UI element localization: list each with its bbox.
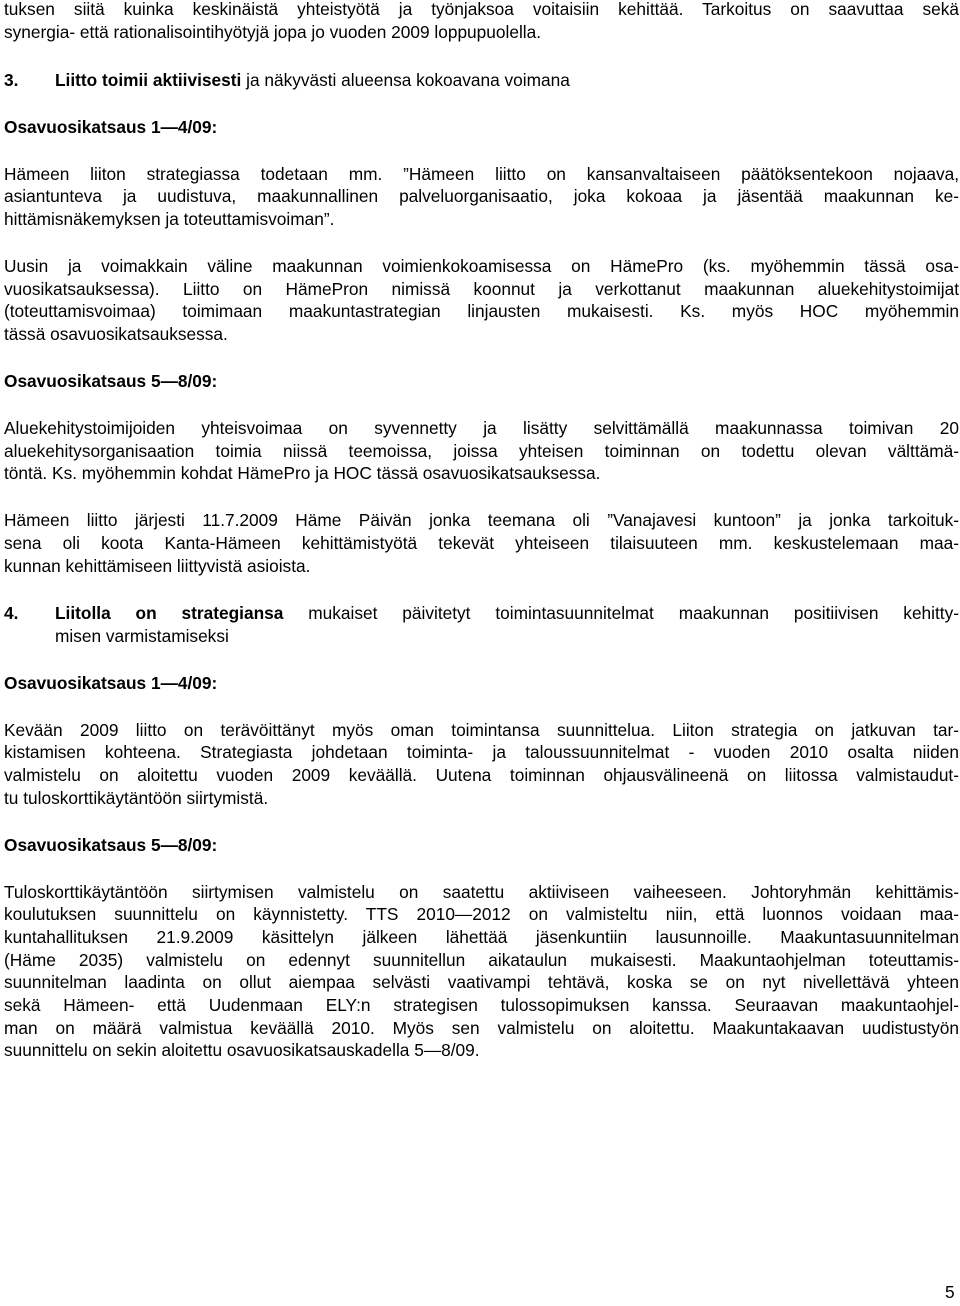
intro-line: tuksen siitä kuinka keskinäistä yhteistyötä ja työnjaksoa voitaisiin kehittää. Tarkoitus on saavuttaa sekä bbox=[4, 0, 959, 19]
paragraph-line: Kevään 2009 liitto on terävöittänyt myös oman toimintansa suunnittelua. Liiton strategia on jatkuvan tar- bbox=[4, 720, 959, 740]
paragraph-line: suunnitelman laadinta on ollut aiempaa selvästi vaativampi tehtävä, koska se on nyt nivellettävä yhteen bbox=[4, 972, 959, 992]
page-number: 5 bbox=[945, 1282, 955, 1302]
paragraph-line: hittämisnäkemyksen ja toteuttamisvoiman”. bbox=[4, 209, 335, 229]
paragraph-line: man on määrä valmistua keväällä 2010. Myös sen valmistelu on aloitettu. Maakuntakaavan uudistustyön bbox=[4, 1018, 959, 1038]
section-heading: Osavuosikatsaus 5—8/09: bbox=[4, 835, 218, 855]
paragraph-line: kuntahallituksen 21.9.2009 käsittelyn jälkeen lähettää jäsenkuntiin lausunnoille. Maakuntasuunnitelman bbox=[4, 927, 959, 947]
paragraph-line: sena oli koota Kanta-Hämeen kehittämistyötä tekevät yhteiseen tilaisuuteen mm. keskustelemaan maa- bbox=[4, 533, 959, 553]
paragraph-line: tu tuloskorttikäytäntöön siirtymistä. bbox=[4, 788, 269, 808]
item-bold-text: Liitolla on strategiansa bbox=[55, 603, 284, 623]
item-text: ja näkyvästi alueensa kokoavana voimana bbox=[241, 70, 570, 90]
section-heading: Osavuosikatsaus 1—4/09: bbox=[4, 117, 218, 137]
item-4-heading bbox=[4, 602, 959, 625]
paragraph-line: kistamisen kohteena. Strategiasta johdetaan toiminta- ja taloussuunnitelmat - vuoden 2010 osalta niiden bbox=[4, 742, 959, 762]
item-bold-text: Liitto toimii aktiivisesti bbox=[55, 70, 242, 90]
item-text-continued: misen varmistamiseksi bbox=[55, 626, 229, 646]
paragraph-line: Tuloskorttikäytäntöön siirtymisen valmistelu on saatettu aktiiviseen vaiheeseen. Johtoryhmän kehittämis- bbox=[4, 882, 959, 902]
paragraph-line: suunnittelu on sekin aloitettu osavuosikatsauskadella 5—8/09. bbox=[4, 1040, 480, 1060]
paragraph-line: Uusin ja voimakkain väline maakunnan voimienkokoamisessa on HämePro (ks. myöhemmin tässä osa- bbox=[4, 256, 959, 276]
paragraph-line: Hämeen liitto järjesti 11.7.2009 Häme Päivän jonka teemana oli ”Vanajavesi kuntoon” ja jonka tarkoituk- bbox=[4, 510, 959, 530]
paragraph-line: (toteuttamisvoimaa) toimimaan maakuntastrategian linjausten mukaisesti. Ks. myös HOC myöhemmin bbox=[4, 301, 959, 321]
paragraph-line: asiantunteva ja uudistuva, maakunnallinen palveluorganisaatio, joka kokoaa ja jäsentää maakunnan ke- bbox=[4, 186, 959, 206]
paragraph-line: Aluekehitystoimijoiden yhteisvoimaa on syvennetty ja lisätty selvittämällä maakunnassa toimivan 20 bbox=[4, 418, 959, 438]
paragraph-line: kunnan kehittämiseen liittyvistä asioista. bbox=[4, 556, 311, 576]
paragraph-line: sekä Hämeen- että Uudenmaan ELY:n strategisen tulossopimuksen kanssa. Seuraavan maakuntaohjel- bbox=[4, 995, 959, 1015]
paragraph-line: vuosikatsauksessa). Liitto on HämePron nimissä koonnut ja verkottanut maakunnan aluekehitystoimijat bbox=[4, 279, 959, 299]
item-text: mukaiset päivitetyt toimintasuunnitelmat maakunnan positiivisen kehitty- bbox=[283, 603, 960, 623]
item-number: 3. bbox=[4, 70, 19, 90]
paragraph-line: valmistelu on aloitettu vuoden 2009 keväällä. Uutena toiminnan ohjausvälineenä on liitossa valmistaudut- bbox=[4, 765, 959, 785]
item-3-heading bbox=[4, 69, 570, 92]
intro-line: synergia- että rationalisointihyötyjä jopa jo vuoden 2009 loppupuolella. bbox=[4, 22, 542, 42]
paragraph-line: aluekehitysorganisaation toimia niissä teemoissa, joissa yhteisen toiminnan on todettu olevan välttämä- bbox=[4, 441, 959, 461]
paragraph-line: töntä. Ks. myöhemmin kohdat HämePro ja HOC tässä osavuosikatsauksessa. bbox=[4, 463, 601, 483]
paragraph-line: tässä osavuosikatsauksessa. bbox=[4, 324, 228, 344]
section-heading: Osavuosikatsaus 5—8/09: bbox=[4, 371, 218, 391]
paragraph-line: koulutuksen suunnittelu on käynnistetty. TTS 2010—2012 on valmisteltu niin, että luonnos voidaan maa- bbox=[4, 904, 959, 924]
section-heading: Osavuosikatsaus 1—4/09: bbox=[4, 673, 218, 693]
paragraph-line: Hämeen liiton strategiassa todetaan mm. ”Hämeen liitto on kansanvaltaiseen päätöksentekoon nojaava, bbox=[4, 164, 959, 184]
paragraph-line: (Häme 2035) valmistelu on edennyt suunnitellun aikataulun mukaisesti. Maakuntaohjelman toteuttamis- bbox=[4, 950, 959, 970]
item-number: 4. bbox=[4, 603, 19, 623]
